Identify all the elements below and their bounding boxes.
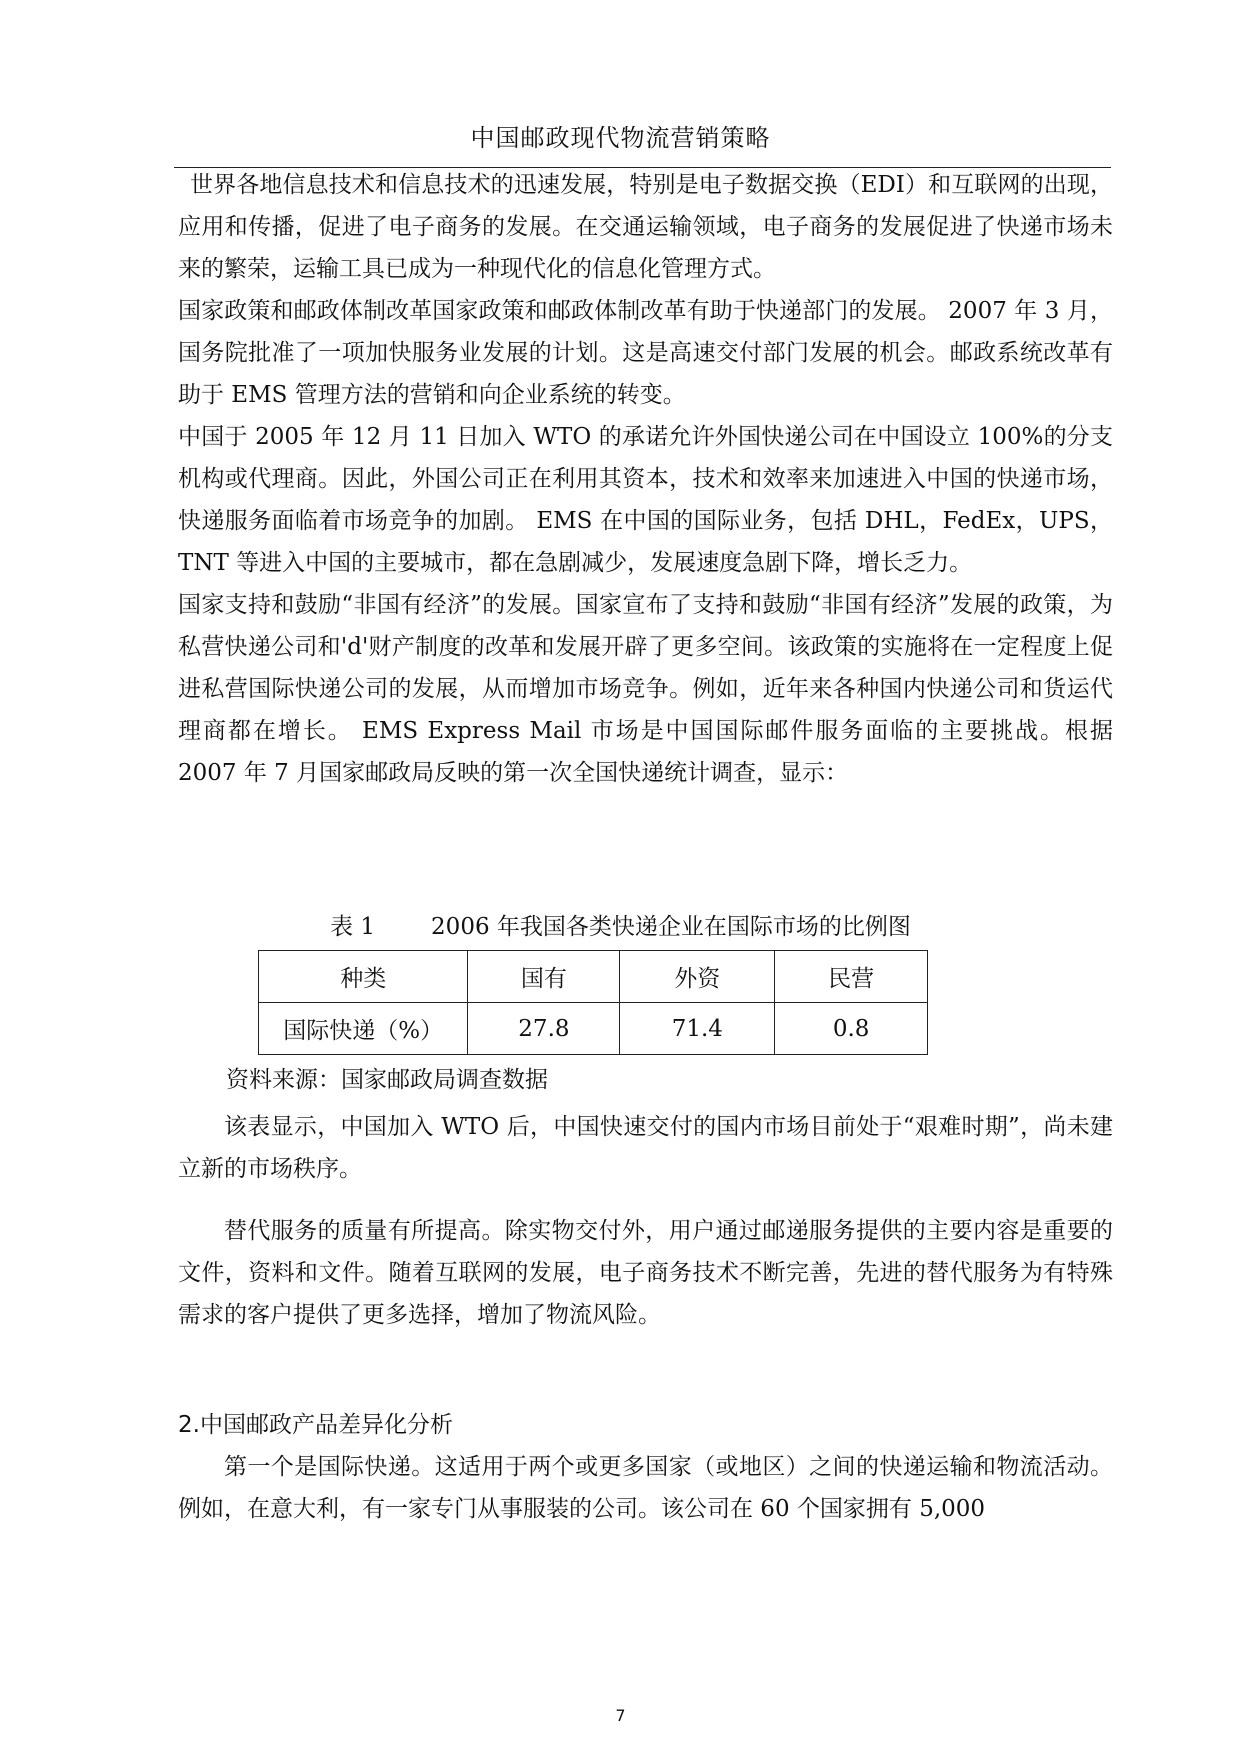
table-title: 2006 年我国各类快递企业在国际市场的比例图 <box>431 914 911 940</box>
table-caption <box>0 908 1241 941</box>
data-table <box>258 950 928 1055</box>
body-paragraph: 第一个是国际快递。这适用于两个或更多国家（或地区）之间的快递运输和物流活动。例如，在意大利，有一家专门从事服装的公司。该公司在 60 个国家拥有 5,000 <box>178 1454 1113 1522</box>
body-paragraph: 世界各地信息技术和信息技术的迅速发展，特别是电子数据交换（EDI）和互联网的出现，应用和传播，促进了电子商务的发展。在交通运输领域，电子商务的发展促进了快递市场未来的繁荣，运输工具已成为一种现代化的信息化管理方式。 <box>178 172 1113 282</box>
page-number: 7 <box>615 1706 626 1725</box>
section-heading: 2.中国邮政产品差异化分析 <box>178 1412 453 1438</box>
table-header-cell: 民营 <box>775 951 928 1003</box>
table-cell: 71.4 <box>620 1003 775 1055</box>
table-header-cell: 种类 <box>259 951 468 1003</box>
table-header-row <box>259 951 928 1003</box>
table-header-cell: 国有 <box>468 951 620 1003</box>
body-paragraph: 替代服务的质量有所提高。除实物交付外，用户通过邮递服务提供的主要内容是重要的文件，资料和文件。随着互联网的发展，电子商务技术不断完善，先进的替代服务为有特殊需求的客户提供了更多选择，增加了物流风险。 <box>178 1218 1113 1328</box>
table-row <box>259 1003 928 1055</box>
body-paragraph: 国家支持和鼓励“非国有经济”的发展。国家宣布了支持和鼓励“非国有经济”发展的政策，为私营快递公司和'd'财产制度的改革和发展开辟了更多空间。该政策的实施将在一定程度上促进私营国际快递公司的发展，从而增加市场竞争。例如，近年来各种国内快递公司和货运代理商都在增长。 EMS Express Mail 市场是中国国际邮件服务面临的主要挑战。根据 2007 年 7 月国家邮政局反映的第一次全国快递统计调查，显示： <box>178 592 1113 786</box>
body-paragraph: 中国于 2005 年 12 月 11 日加入 WTO 的承诺允许外国快递公司在中国设立 100%的分支机构或代理商。因此，外国公司正在利用其资本，技术和效率来加速进入中国的快递市场，快递服务面临着市场竞争的加剧。 EMS 在中国的国际业务，包括 DHL，FedEx，UPS，TNT 等进入中国的主要城市，都在急剧减少，发展速度急剧下降，增长乏力。 <box>178 424 1113 576</box>
table-number: 表 1 <box>330 914 376 940</box>
table-cell: 27.8 <box>468 1003 620 1055</box>
body-paragraph: 国家政策和邮政体制改革国家政策和邮政体制改革有助于快递部门的发展。 2007 年 3 月，国务院批准了一项加快服务业发展的计划。这是高速交付部门发展的机会。邮政系统改革有助于 EMS 管理方法的营销和向企业系统的转变。 <box>178 298 1113 408</box>
running-header-title: 中国邮政现代物流营销策略 <box>470 124 771 152</box>
table-cell: 0.8 <box>775 1003 928 1055</box>
body-paragraph: 该表显示，中国加入 WTO 后，中国快速交付的国内市场目前处于“艰难时期”，尚未建立新的市场秩序。 <box>178 1114 1113 1182</box>
table-header-cell: 外资 <box>620 951 775 1003</box>
table-source-note: 资料来源：国家邮政局调查数据 <box>226 1067 548 1093</box>
table-cell: 国际快递（%） <box>259 1003 468 1055</box>
